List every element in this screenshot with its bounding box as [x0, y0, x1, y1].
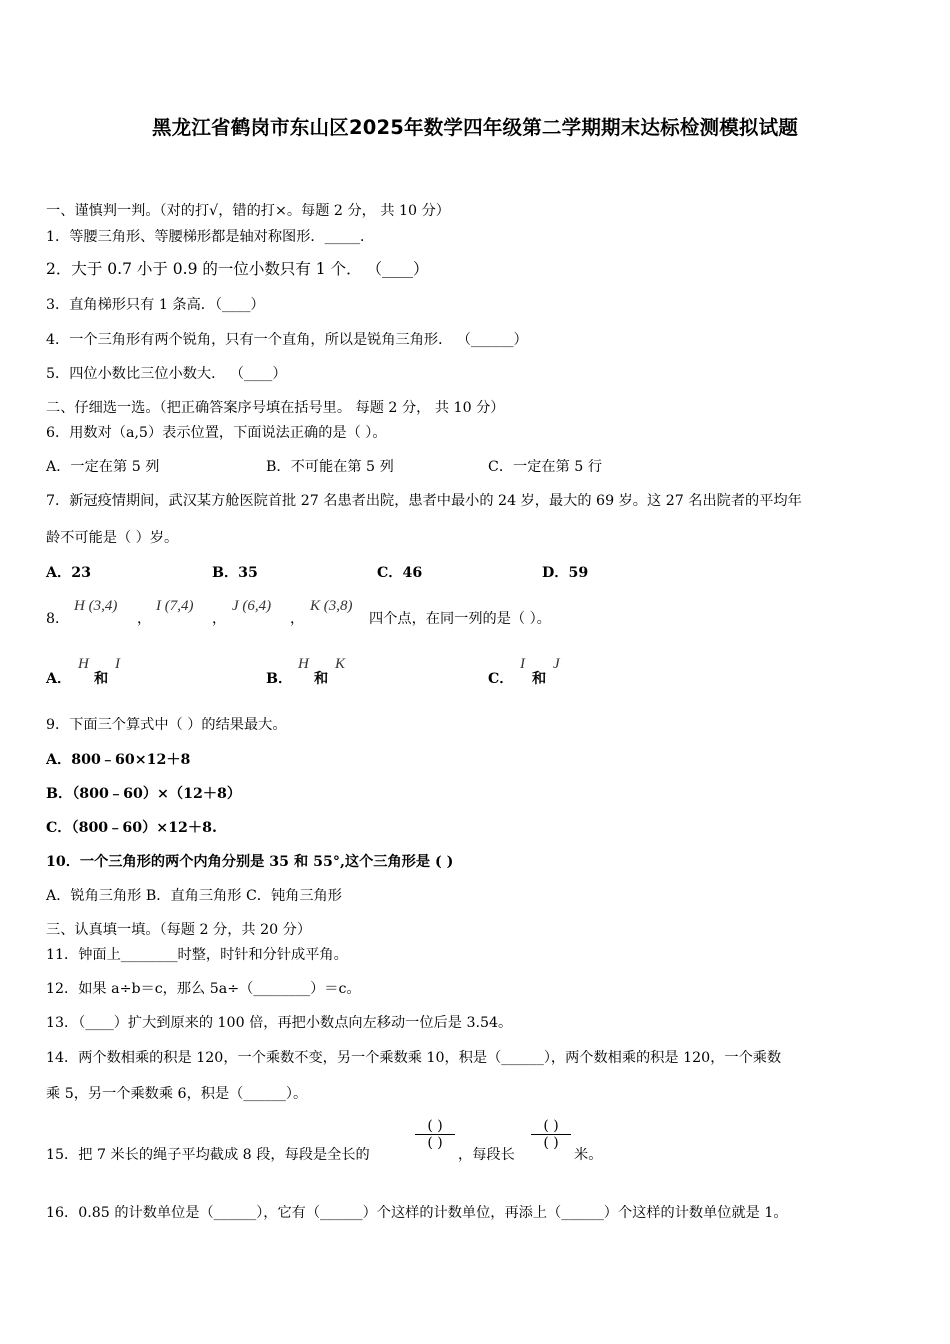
question-8-tail: 四个点，在同一列的是（ ）。	[369, 611, 551, 627]
question-6-option-c: C．一定在第 5 行	[488, 459, 603, 475]
question-7-line-2: 龄不可能是（ ）岁。	[46, 530, 179, 546]
separator: ，	[212, 611, 227, 627]
and-text: 和	[532, 671, 547, 687]
question-8-option-b: B．	[266, 671, 293, 687]
question-3: 3．直角梯形只有 1 条高．（____）	[46, 297, 265, 313]
section-header: 一、谨慎判一判。（对的打√，错的打×。每题 2 分， 共 10 分）	[46, 203, 450, 219]
and-text: 和	[314, 671, 329, 687]
fraction-blank-1	[415, 1118, 455, 1151]
label-k: K	[335, 656, 346, 672]
question-9-option-b: B．（800﹣60）×（12＋8）	[46, 786, 242, 802]
question-16: 16．0.85 的计数单位是（______），它有（______）个这样的计数单位，再添上（______）个这样的计数单位就是 1。	[46, 1205, 788, 1221]
question-7-line-1: 7．新冠疫情期间，武汉某方舱医院首批 27 名患者出院，患者中最小的 24 岁，最大的 69 岁。这 27 名出院者的平均年	[46, 493, 802, 509]
question-1: 1．等腰三角形、等腰梯形都是轴对称图形．_____．	[46, 229, 375, 245]
question-7-option-a: A．23	[46, 565, 91, 581]
question-11: 11．钟面上________时整，时针和分针成平角。	[46, 947, 348, 963]
label-i: I	[520, 656, 525, 672]
question-5: 5．四位小数比三位小数大． （____）	[46, 366, 287, 382]
section-header: 三、认真填一填。（每题 2 分，共 20 分）	[46, 922, 312, 938]
question-7-option-b: B．35	[212, 565, 258, 581]
and-text: 和	[94, 671, 109, 687]
separator: ，	[290, 611, 305, 627]
question-6-option-a: A．一定在第 5 列	[46, 459, 160, 475]
question-10-options: A．锐角三角形 B．直角三角形 C．钝角三角形	[46, 888, 342, 904]
denominator-blank: ( )	[427, 1135, 443, 1151]
point-k: K (3,8)	[310, 598, 353, 614]
numerator-blank: ( )	[543, 1118, 559, 1134]
question-2: 2．大于 0.7 小于 0.9 的一位小数只有 1 个． （____）	[46, 260, 429, 278]
question-15-part-3: 米。	[574, 1147, 603, 1163]
denominator-blank: ( )	[543, 1135, 559, 1151]
question-8-option-a: A．	[46, 671, 72, 687]
label-h: H	[78, 656, 89, 672]
question-9-option-a: A．800﹣60×12＋8	[46, 752, 191, 768]
question-9: 9．下面三个算式中（ ）的结果最大。	[46, 717, 287, 733]
label-j: J	[553, 656, 560, 672]
label-i: I	[115, 656, 120, 672]
question-15-part-1: 15．把 7 米长的绳子平均截成 8 段，每段是全长的	[46, 1147, 370, 1163]
question-6-option-b: B．不可能在第 5 列	[266, 459, 394, 475]
section-header: 二、仔细选一选。（把正确答案序号填在括号里。 每题 2 分， 共 10 分）	[46, 400, 505, 416]
question-8-number: 8．	[46, 611, 70, 627]
question-12: 12．如果 a÷b＝c，那么 5a÷（________）＝c。	[46, 981, 361, 997]
question-6: 6．用数对（a,5）表示位置，下面说法正确的是（ ）。	[46, 425, 387, 441]
question-7-option-c: C．46	[377, 565, 423, 581]
question-7-option-d: D．59	[542, 565, 589, 581]
question-4: 4．一个三角形有两个锐角，只有一个直角，所以是锐角三角形． （______）	[46, 332, 528, 348]
numerator-blank: ( )	[427, 1118, 443, 1134]
separator: ，	[137, 611, 152, 627]
point-i: I (7,4)	[156, 598, 194, 614]
question-9-option-c: C．（800﹣60）×12＋8.	[46, 820, 217, 836]
fraction-blank-2	[531, 1118, 571, 1151]
question-14-line-1: 14．两个数相乘的积是 120，一个乘数不变，另一个乘数乘 10，积是（______），两个数相乘的积是 120，一个乘数	[46, 1050, 782, 1066]
question-10: 10．一个三角形的两个内角分别是 35 和 55°,这个三角形是 ( )	[46, 854, 454, 870]
label-h: H	[298, 656, 309, 672]
point-j: J (6,4)	[232, 598, 272, 614]
question-8-option-c: C．	[488, 671, 514, 687]
page-title: 黑龙江省鹤岗市东山区2025年数学四年级第二学期期末达标检测模拟试题	[151, 116, 799, 139]
question-14-line-2: 乘 5，另一个乘数乘 6，积是（______）。	[46, 1086, 308, 1102]
question-13: 13．（____）扩大到原来的 100 倍，再把小数点向左移动一位后是 3.54。	[46, 1015, 513, 1031]
point-h: H (3,4)	[74, 598, 118, 614]
question-15-part-2: ，每段长	[458, 1147, 515, 1163]
